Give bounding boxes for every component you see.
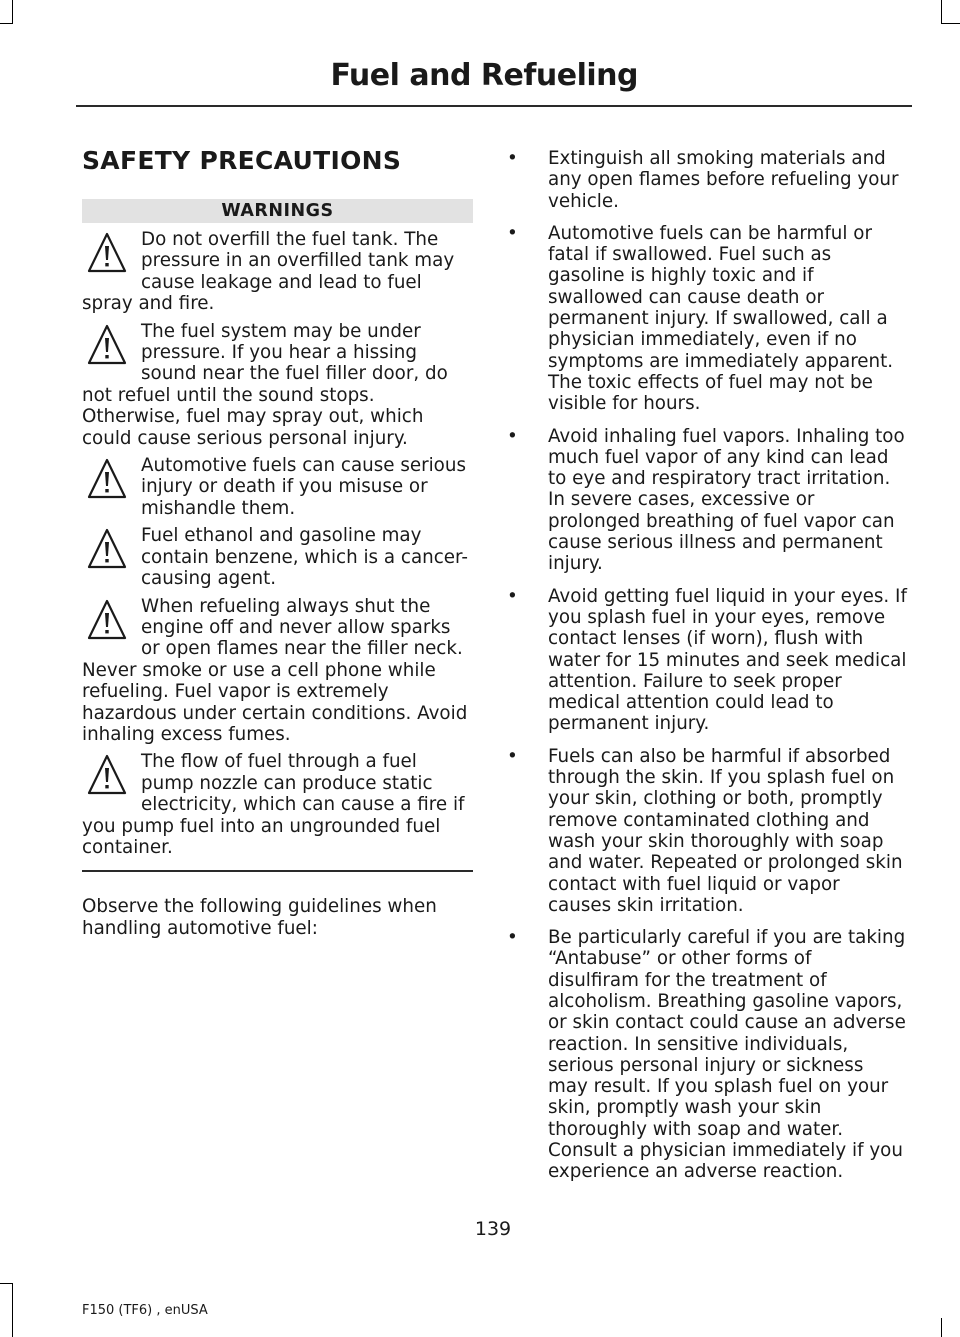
crop-mark xyxy=(12,0,13,24)
warning-triangle-icon xyxy=(86,753,128,797)
crop-mark xyxy=(0,23,13,24)
guidelines-column xyxy=(505,148,907,1194)
guideline-item xyxy=(505,223,907,415)
crop-mark xyxy=(941,0,942,24)
warnings-list xyxy=(82,229,473,858)
crop-mark xyxy=(941,23,960,24)
guideline-item xyxy=(505,746,907,916)
warning-item xyxy=(82,596,473,746)
bullet-marker: • xyxy=(507,927,518,949)
warning-text: The flow of fuel through a fuel pump nozzle can produce static electricity, which can cause a fire if you pump fuel into an ungrounded fuel container. xyxy=(82,751,465,858)
document-id: F150 (TF6) , enUSA xyxy=(82,1303,208,1318)
guideline-text: Fuels can also be harmful if absorbed through the skin. If you splash fuel on your skin, clothing or both, promptly remove contaminated clothing and wash your skin thoroughly with soap and water. Repeated or prolonged skin contact with fuel liquid or vapor causes skin irritation. xyxy=(548,745,903,916)
crop-mark xyxy=(941,1318,942,1337)
guideline-text: Be particularly careful if you are taking “Antabuse” or other forms of disulfiram for the treatment of alcoholism. Breathing gasoline vapors, or skin contact could cause an adverse reaction. In sensitive individuals, serious personal injury or sickness may result. If you splash fuel on your skin, promptly wash your skin thoroughly with soap and water. Consult a physician immediately if you experience an adverse reaction. xyxy=(548,927,906,1183)
guideline-text: Automotive fuels can be harmful or fatal if swallowed. Fuel such as gasoline is highly toxic and if swallowed can cause death or permanent injury. If swallowed, call a physician immediately, even if no symptoms are immediately apparent. The toxic effects of fuel may not be visible for hours. xyxy=(548,222,894,415)
guideline-text: Avoid getting fuel liquid in your eyes. If you splash fuel in your eyes, remove contact lenses (if worn), flush with water for 15 minutes and seek medical attention. Failure to seek proper medical attention could lead to permanent injury. xyxy=(548,585,907,735)
guideline-text: Avoid inhaling fuel vapors. Inhaling too much fuel vapor of any kind can lead to eye and respiratory tract irritation. In severe cases, excessive or prolonged breathing of fuel vapor can cause serious illness and permanent injury. xyxy=(548,425,905,575)
page-number: 139 xyxy=(474,1218,512,1240)
guideline-item xyxy=(505,586,907,735)
warning-triangle-icon xyxy=(86,457,128,501)
warning-item xyxy=(82,751,473,858)
warnings-column xyxy=(82,199,473,939)
warning-triangle-icon xyxy=(86,527,128,571)
warning-text: Fuel ethanol and gasoline may contain benzene, which is a cancer-causing agent. xyxy=(141,525,468,590)
guideline-item xyxy=(505,148,907,212)
section-title: SAFETY PRECAUTIONS xyxy=(82,146,402,175)
warning-item xyxy=(82,321,473,449)
warnings-end-rule xyxy=(82,870,473,872)
warnings-heading: WARNINGS xyxy=(82,199,473,223)
warning-text: Automotive fuels can cause serious injury or death if you misuse or mishandle them. xyxy=(141,455,466,519)
bullet-marker: • xyxy=(507,148,518,169)
warning-text: The fuel system may be under pressure. If you hear a hissing sound near the fuel filler door, do not refuel until the sound stops. Otherwise, fuel may spray out, which could cause serious personal injury. xyxy=(82,320,448,449)
guideline-item xyxy=(505,426,907,575)
crop-mark xyxy=(12,1283,13,1337)
warning-item xyxy=(82,525,473,589)
bullet-marker: • xyxy=(507,222,518,244)
running-header-title: Fuel and Refueling xyxy=(330,58,638,93)
warning-item xyxy=(82,229,473,315)
warning-triangle-icon xyxy=(86,598,128,642)
guideline-item xyxy=(505,927,907,1183)
guideline-list xyxy=(505,148,907,1183)
warning-item xyxy=(82,455,473,519)
bullet-marker: • xyxy=(507,425,518,447)
crop-mark xyxy=(0,1283,13,1284)
warning-triangle-icon xyxy=(86,323,128,367)
warning-triangle-icon xyxy=(86,231,128,275)
guideline-text: Extinguish all smoking materials and any open flames before refueling your vehicle. xyxy=(548,148,899,212)
header-divider xyxy=(76,105,912,107)
warning-text: Do not overfill the fuel tank. The pressure in an overfilled tank may cause leakage and lead to fuel spray and fire. xyxy=(82,229,455,315)
guidelines-intro: Observe the following guidelines when handling automotive fuel: xyxy=(82,896,437,939)
bullet-marker: • xyxy=(507,745,518,767)
bullet-marker: • xyxy=(507,585,518,607)
warning-text: When refueling always shut the engine off and never allow sparks or open flames near the filler neck. Never smoke or use a cell phone while refueling. Fuel vapor is extremely hazardous under certain conditions. Avoid inhaling excess fumes. xyxy=(82,595,468,745)
